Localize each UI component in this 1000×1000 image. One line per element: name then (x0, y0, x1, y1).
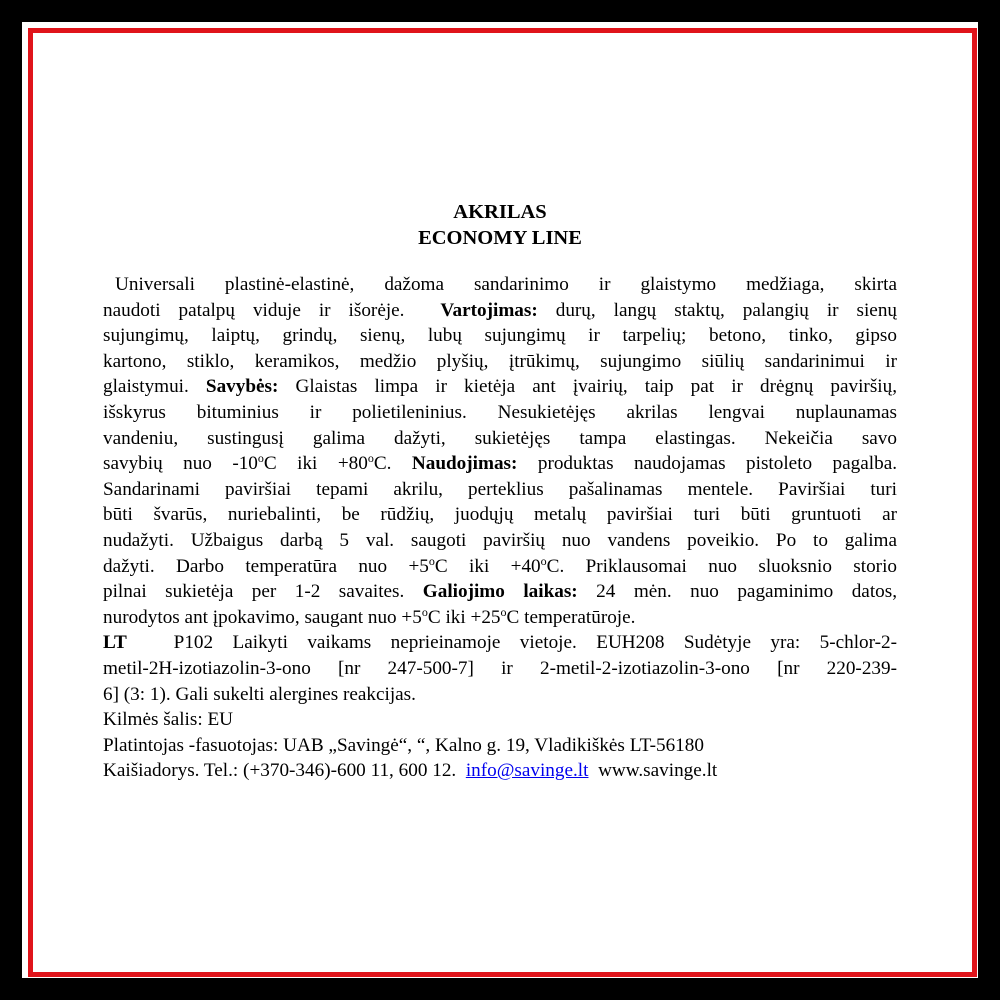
text-line-4: kartono, stiklo, keramikos, medžio plyšių, įtrūkimų, sujungimo siūlių sandarinimui ir (103, 350, 897, 372)
text-line-13: pilnai sukietėja per 1-2 savaites. Galiojimo laikas: 24 mėn. nuo pagaminimo datos, (103, 581, 897, 603)
text-line-8: savybių nuo -10$^o$C iki $+80^oC$. Naudojimas: produktas naudojamas pistoleto pagalba. (103, 451, 897, 475)
distributor-line: Platintojas -fasuotojas: UAB „Savingė“, “, Kalno g. 19, Vladikiškės LT-56180 (103, 734, 704, 756)
shelf-life-label: Galiojimo laikas: (422, 581, 578, 603)
text-line-6: išskyrus bituminius ir polietileninius. Nesukietėjęs akrilas lengvai nuplaunamas (103, 401, 897, 423)
text-line-14: nurodytos ant įpokavimo, saugant nuo $+5^oC$ iki $+25^oC$ temperatūroje. (103, 604, 636, 628)
text-line-16: metil-2H-izotiazolin-3-ono [nr 247-500-7] ir 2-metil-2-izotiazolin-3-ono [nr 220-239- (103, 657, 897, 679)
text-line-10: būti švarūs, nuriebalinti, be rūdžių, juodųjų metalų paviršiai turi būti gruntuoti ar (103, 504, 897, 526)
text-line-9: Sandarinami paviršiai tepami akrilu, perteklius pašalinamas mentele. Paviršiai turi (103, 478, 897, 500)
text-line-3: sujungimų, laiptų, grindų, sienų, lubų sujungimų ir tarpelių; betono, tinko, gipso (103, 325, 897, 347)
lt-label: LT (103, 632, 127, 654)
usage-label: Vartojimas: (440, 299, 538, 321)
application-label: Naudojimas: (411, 453, 518, 475)
text-line-15: LT P102 Laikyti vaikams neprieinamoje vietoje. EUH208 Sudėtyje yra: 5-chlor-2- (103, 632, 897, 654)
email-link[interactable]: info@savinge.lt (465, 760, 589, 782)
text-line-2: naudoti patalpų viduje ir išorėje. Vartojimas: durų, langų staktų, palangių ir sienų (103, 299, 897, 321)
product-title: AKRILAS (453, 201, 547, 223)
label-body-text (103, 272, 897, 784)
text-line-12: dažyti. Darbo temperatūra nuo $+5^oC$ iki $+40^oC$. Priklausomai nuo sluoksnio storio (103, 553, 897, 577)
text-line-5: glaistymui. Savybės: Glaistas limpa ir kietėja ant įvairių, taip pat ir drėgnų paviršių, (103, 376, 897, 398)
text-line-17: 6] (3: 1). Gali sukelti alergines reakcijas. (103, 683, 416, 705)
text-line-7: vandeniu, sustingusį galima dažyti, sukietėjęs tampa elastingas. Nekeičia savo (103, 427, 897, 449)
text-line-11: nudažyti. Užbaigus darbą 5 val. saugoti paviršių nuo vandens poveikio. Po to galima (103, 529, 897, 551)
contact-line: Kaišiadorys. Tel.: (+370-346)-600 11, 600 12. info@savinge.lt www.savinge.lt (103, 760, 718, 782)
text-line-1: Universali plastinė-elastinė, dažoma sandarinimo ir glaistymo medžiaga, skirta (115, 274, 897, 295)
website-text: www.savinge.lt (598, 760, 718, 782)
properties-label: Savybės: (205, 376, 279, 398)
product-subtitle: ECONOMY LINE (418, 227, 582, 249)
origin-line: Kilmės šalis: EU (103, 709, 234, 731)
